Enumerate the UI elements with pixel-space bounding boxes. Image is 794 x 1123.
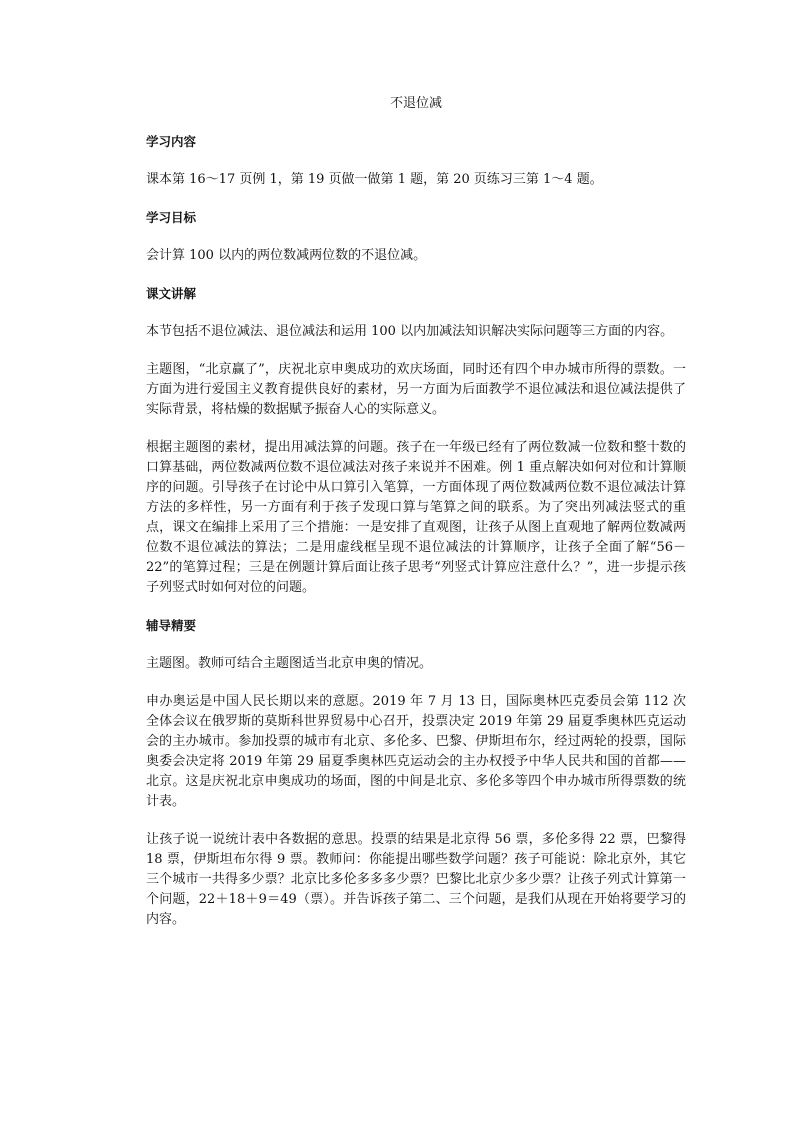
section-heading-learning-content: 学习内容 (146, 134, 197, 149)
paragraph: 根据主题图的素材，提出用减法算的问题。孩子在一年级已经有了两位数减一位数和整十数的口算基础，两位数减两位数不退位减法对孩子来说并不困难。例 1 重点解决如何对位和计算顺序的问题。引导孩子在讨论中从口算引入笔算，一方面体现了两位数减两位数不退位减法计算方法的多样性，另一方面有利于孩子发现口算与笔算之间的联系。为了突出列减法竖式的重点，课文在编排上采用了三个措施：一是安排了直观图，让孩子从图上直观地了解两位数减两位数不退位减法的算法；二是用虚线框呈现不退位减法的计算顺序，让孩子全面了解“56－22”的笔算过程；三是在例题计算后面让孩子思考“列竖式计算应注意什么？”，进一步提示孩子列竖式时如何对位的问题。 (146, 440, 686, 595)
section-heading-tutoring-key-points: 辅导精要 (146, 618, 197, 633)
paragraph: 申办奥运是中国人民长期以来的意愿。2019 年 7 月 13 日，国际奥林匹克委员会第 112 次全体会议在俄罗斯的莫斯科世界贸易中心召开，投票决定 2019 年第 29 届夏季奥林匹克运动会的主办城市。参加投票的城市有北京、多伦多、巴黎、伊斯坦布尔，经过两轮的投票，国际奥委会决定将 2019 年第 29 届夏季奥林匹克运动会的主办权授予中华人民共和国的首都——北京。这是庆祝北京申奥成功的场面，图的中间是北京、多伦多等四个申办城市所得票数的统计表。 (146, 694, 686, 809)
paragraph: 让孩子说一说统计表中各数据的意思。投票的结果是北京得 56 票，多伦多得 22 票，巴黎得 18 票，伊斯坦布尔得 9 票。教师问：你能提出哪些数学问题？孩子可能说：除北京外，其它三个城市一共得多少票？北京比多伦多多多少票？巴黎比北京少多少票？让孩子列式计算第一个问题，22＋18＋9＝49（票）。并告诉孩子第二、三个问题，是我们从现在开始将要学习的内容。 (146, 832, 686, 927)
paragraph: 本节包括不退位减法、退位减法和运用 100 以内加减法知识解决实际问题等三方面的内容。 (146, 324, 674, 339)
section-heading-learning-goals: 学习目标 (146, 210, 197, 225)
paragraph: 主题图。教师可结合主题图适当北京申奥的情况。 (146, 656, 433, 671)
document-title: 不退位减 (389, 96, 442, 111)
paragraph: 课本第 16～17 页例 1，第 19 页做一做第 1 题，第 20 页练习三第 1～4 题。 (146, 172, 603, 187)
paragraph: 主题图，“北京赢了”，庆祝北京申奥成功的欢庆场面，同时还有四个申办城市所得的票数。一方面为进行爱国主义教育提供良好的素材，另一方面为后面教学不退位减法和退位减法提供了实际背景，将枯燥的数据赋予振奋人心的实际意义。 (146, 362, 686, 417)
paragraph: 会计算 100 以内的两位数减两位数的不退位减。 (146, 248, 427, 263)
document-page (146, 94, 686, 948)
section-heading-lesson-explanation: 课文讲解 (146, 286, 197, 301)
